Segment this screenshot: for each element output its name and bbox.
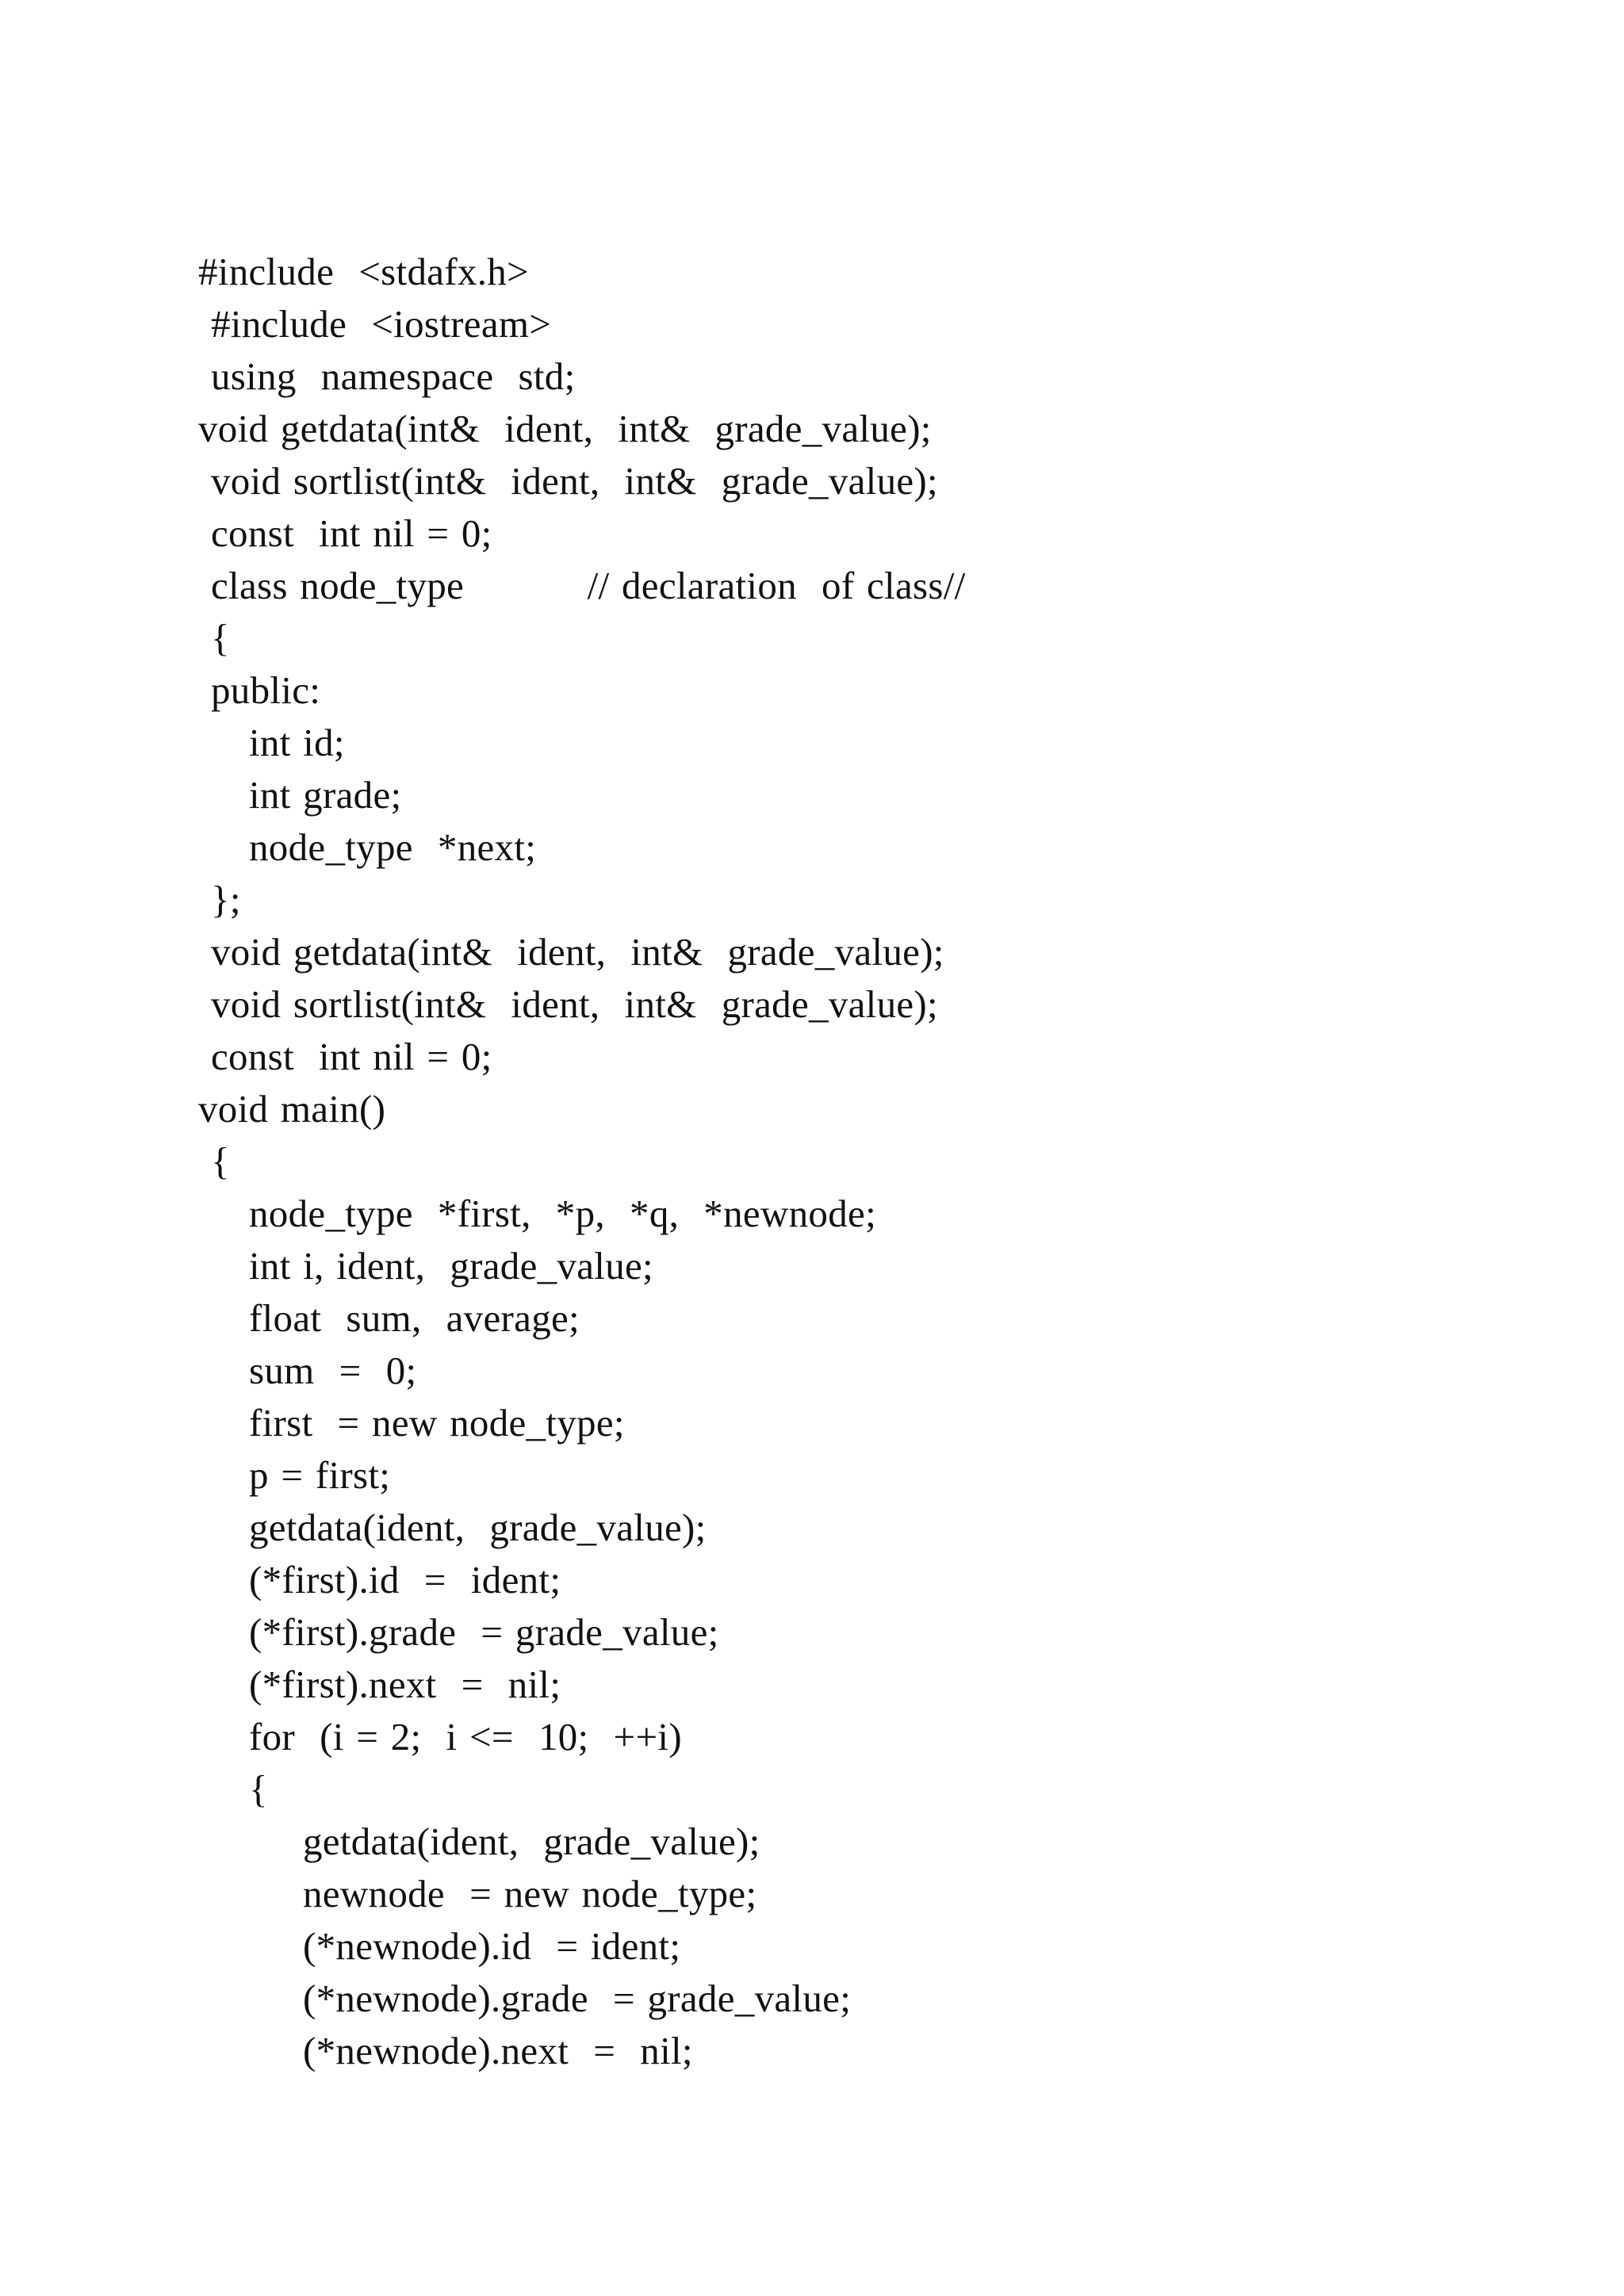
code-line: void getdata(int& ident, int& grade_value); (198, 407, 932, 450)
code-line: (*newnode).grade = grade_value; (303, 1976, 852, 2020)
code-line: sum = 0; (249, 1349, 417, 1392)
code-line: getdata(ident, grade_value); (249, 1506, 707, 1549)
code-line: p = first; (249, 1453, 391, 1497)
code-line: { (211, 616, 230, 660)
code-line: node_type *next; (249, 825, 537, 869)
code-line: (*first).id = ident; (249, 1558, 561, 1601)
code-line: const int nil = 0; (211, 1035, 492, 1078)
code-line: (*first).next = nil; (249, 1663, 561, 1706)
code-line: class node_type // declaration of class// (211, 564, 966, 607)
code-line: int i, ident, grade_value; (249, 1244, 653, 1288)
code-line: void sortlist(int& ident, int& grade_value); (211, 459, 938, 503)
code-line: { (249, 1767, 268, 1811)
code-line: int id; (249, 721, 345, 764)
code-line: for (i = 2; i <= 10; ++i) (249, 1715, 682, 1758)
code-line: using namespace std; (211, 354, 576, 398)
code-line: first = new node_type; (249, 1401, 625, 1445)
code-line: const int nil = 0; (211, 511, 492, 555)
code-line: (*newnode).id = ident; (303, 1924, 681, 1968)
code-line: float sum, average; (249, 1296, 580, 1340)
code-line: void main() (198, 1087, 386, 1131)
code-line: void getdata(int& ident, int& grade_value); (211, 930, 944, 974)
code-line: { (211, 1139, 230, 1183)
code-line: (*first).grade = grade_value; (249, 1610, 719, 1654)
code-line: public: (211, 668, 321, 712)
code-line: int grade; (249, 773, 402, 817)
code-line: node_type *first, *p, *q, *newnode; (249, 1192, 876, 1235)
code-line: void sortlist(int& ident, int& grade_value); (211, 982, 938, 1026)
code-line: #include <iostream> (211, 302, 552, 346)
code-line: }; (211, 878, 241, 921)
code-line: (*newnode).next = nil; (303, 2029, 693, 2072)
code-line: getdata(ident, grade_value); (303, 1820, 760, 1863)
code-listing (198, 246, 1467, 2077)
code-line: #include <stdafx.h> (198, 250, 529, 293)
code-line: newnode = new node_type; (303, 1872, 757, 1915)
